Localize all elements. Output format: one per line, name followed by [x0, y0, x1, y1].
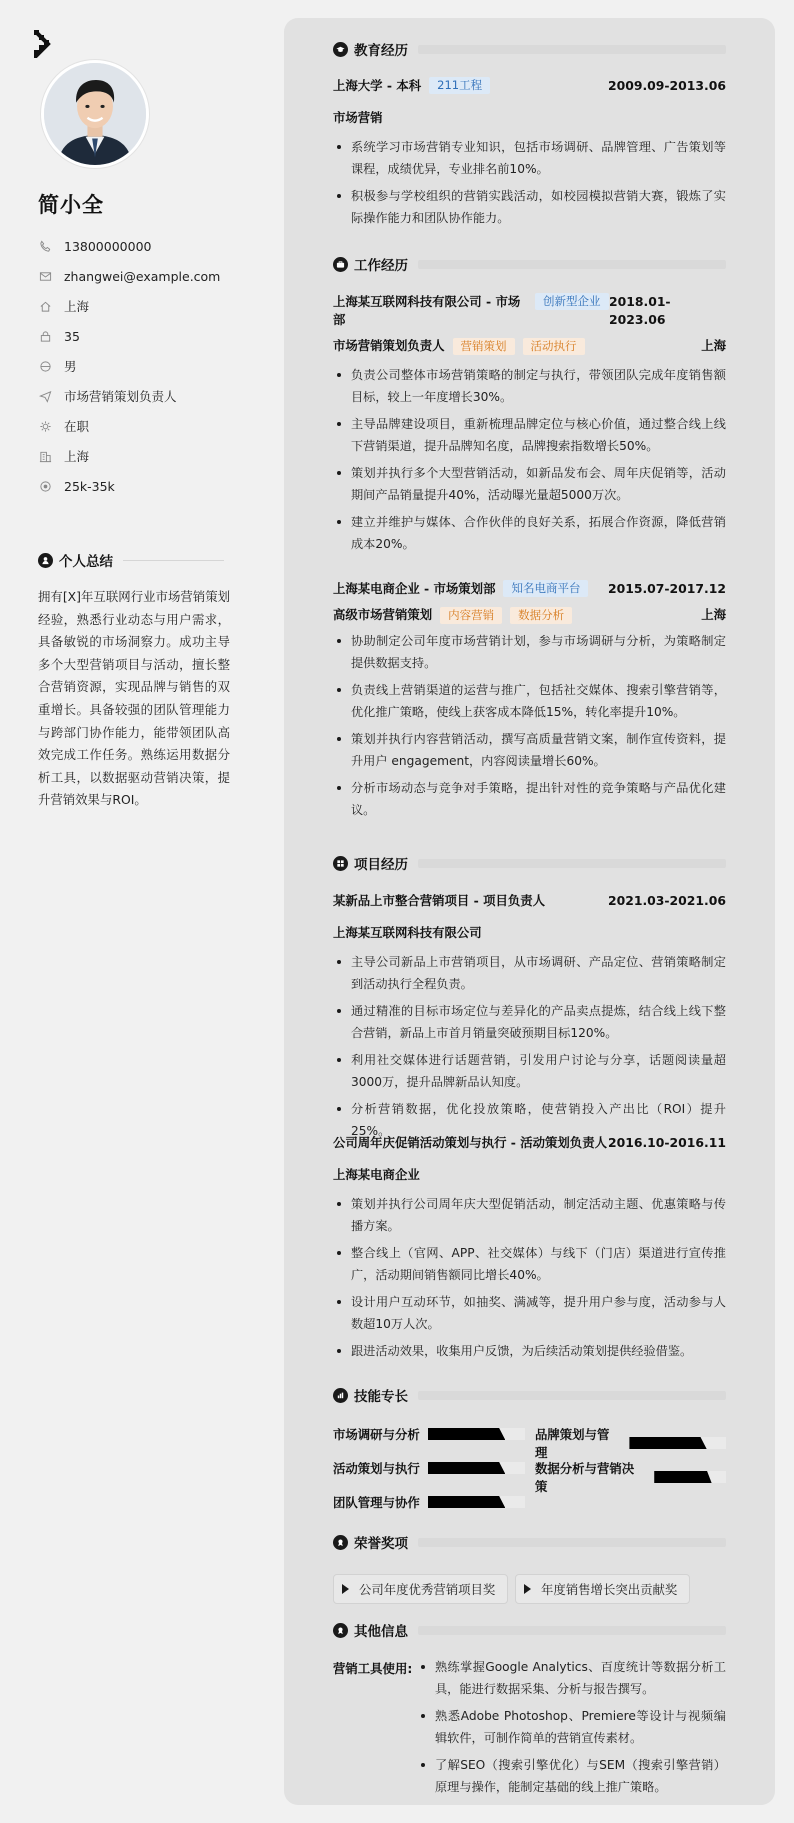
info-position	[38, 381, 248, 411]
job-city: 上海	[701, 607, 726, 622]
project-name: 某新品上市整合营销项目 - 项目负责人	[333, 893, 546, 908]
list-item: 协助制定公司年度市场营销计划，参与市场调研与分析，为策略制定提供数据支持。	[333, 630, 726, 674]
org-name: 上海某互联网科技有限公司	[333, 925, 482, 940]
info-text: zhangwei@example.com	[64, 268, 221, 284]
skill-bar	[428, 1496, 525, 1508]
list-item: 策划并执行公司周年庆大型促销活动，制定活动主题、优惠策略与传播方案。	[333, 1193, 726, 1237]
summary-title: 个人总结	[59, 554, 113, 570]
list-item: 熟悉Adobe Photoshop、Premiere等设计与视频编辑软件，可制作简单的营销宣传素材。	[417, 1705, 726, 1749]
age-icon	[38, 329, 52, 343]
skill-item	[535, 1459, 726, 1495]
job-bullets	[333, 630, 726, 821]
heading-band	[418, 1626, 726, 1635]
education-bullets	[333, 136, 726, 229]
skill-item	[535, 1425, 726, 1461]
info-phone	[38, 231, 248, 261]
role-row	[333, 606, 726, 624]
company-name: 上海某互联网科技有限公司 - 市场部	[333, 294, 521, 327]
job-date: 2015.07-2017.12	[607, 581, 726, 596]
contact-info-list	[38, 231, 248, 501]
major-name: 市场营销	[333, 110, 383, 125]
list-item: 设计用户互动环节，如抽奖、满减等，提升用户参与度，活动参与人数超10万人次。	[333, 1291, 726, 1335]
education-title-row	[333, 77, 726, 95]
skill-name: 数据分析与营销决策	[535, 1461, 635, 1494]
education-heading	[333, 37, 726, 61]
info-city	[38, 441, 248, 471]
skill-bar-fill	[428, 1428, 506, 1440]
skill-bar-fill	[629, 1437, 706, 1449]
list-item: 积极参与学校组织的营销实践活动，如校园模拟营销大赛，锻炼了实际操作能力和团队协作能力。	[333, 185, 726, 229]
briefcase-icon	[333, 257, 348, 272]
company-tag: 知名电商平台	[503, 580, 588, 597]
send-icon	[38, 389, 52, 403]
other-label: 营销工具使用:	[333, 1661, 413, 1676]
play-icon	[342, 1584, 349, 1594]
summary-heading	[38, 549, 224, 571]
info-email	[38, 261, 248, 291]
award-icon	[333, 1535, 348, 1550]
bar-chart-icon	[333, 1388, 348, 1403]
section-title: 教育经历	[354, 43, 408, 59]
avatar	[41, 60, 149, 168]
project-title-row	[333, 892, 726, 910]
divider	[123, 560, 224, 561]
honor-label: 年度销售增长突出贡献奖	[541, 1582, 678, 1597]
info-status	[38, 411, 248, 441]
list-item: 通过精准的目标市场定位与差异化的产品卖点提炼，结合线上线下整合营销，新品上市首月销量突破预期目标120%。	[333, 1000, 726, 1044]
list-item: 主导公司新品上市营销项目，从市场调研、产品定位、营销策略制定到活动执行全程负责。	[333, 951, 726, 995]
skill-name: 活动策划与执行	[333, 1461, 420, 1476]
info-text: 市场营销策划负责人	[64, 389, 177, 404]
job-bullets	[333, 364, 726, 555]
honor-label: 公司年度优秀营销项目奖	[359, 1582, 496, 1597]
education-entry	[333, 77, 726, 229]
skill-item	[333, 1459, 525, 1477]
section-title: 其他信息	[354, 1624, 408, 1640]
info-text: 35	[64, 328, 80, 344]
skill-item	[333, 1425, 525, 1443]
heading-band	[418, 260, 726, 269]
info-age	[38, 321, 248, 351]
role-name: 市场营销策划负责人	[333, 338, 445, 353]
building-icon	[38, 449, 52, 463]
section-title: 项目经历	[354, 857, 408, 873]
skill-bar	[629, 1437, 726, 1449]
work-heading	[333, 252, 726, 276]
sidebar	[0, 0, 284, 1823]
info-text: 25k-35k	[64, 478, 115, 494]
list-item: 负责线上营销渠道的运营与推广，包括社交媒体、搜索引擎营销等，优化推广策略，使线上获客成本降低15%，转化率提升10%。	[333, 679, 726, 723]
candidate-name: 简小全	[38, 193, 104, 217]
list-item: 整合线上（官网、APP、社交媒体）与线下（门店）渠道进行宣传推广，活动期间销售额同比增长40%。	[333, 1242, 726, 1286]
list-item: 建立并维护与媒体、合作伙伴的良好关系，拓展合作资源，降低营销成本20%。	[333, 511, 726, 555]
other-heading	[333, 1618, 726, 1642]
award-icon	[333, 1623, 348, 1638]
list-item: 利用社交媒体进行话题营销，引发用户讨论与分享，话题阅读量超3000万，提升品牌新品认知度。	[333, 1049, 726, 1093]
other-bullets	[417, 1656, 726, 1798]
list-item: 策划并执行多个大型营销活动，如新品发布会、周年庆促销等，活动期间产品销量提升40%，活动曝光量超5000万次。	[333, 462, 726, 506]
heading-band	[418, 45, 726, 54]
skill-tag: 数据分析	[510, 607, 572, 624]
heading-band	[418, 1538, 726, 1547]
status-icon	[38, 419, 52, 433]
heading-band	[418, 1391, 726, 1400]
skills-heading	[333, 1383, 726, 1407]
salary-icon	[38, 479, 52, 493]
list-item: 了解SEO（搜索引擎优化）与SEM（搜索引擎营销）原理与操作，能制定基础的线上推广策略。	[417, 1754, 726, 1798]
project-org	[333, 1166, 726, 1184]
list-item: 策划并执行内容营销活动，撰写高质量营销文案，制作宣传资料，提升用户 engagement，内容阅读量增长60%。	[333, 728, 726, 772]
skill-name: 市场调研与分析	[333, 1427, 420, 1442]
info-text: 上海	[64, 299, 90, 314]
home-icon	[38, 299, 52, 313]
honors-heading	[333, 1530, 726, 1554]
phone-icon	[38, 239, 52, 253]
section-title: 技能专长	[354, 1389, 408, 1405]
list-item: 系统学习市场营销专业知识，包括市场调研、品牌管理、广告策划等课程，成绩优异，专业排名前10%。	[333, 136, 726, 180]
role-row	[333, 337, 726, 355]
info-gender	[38, 351, 248, 381]
chevron-logo-icon	[34, 30, 52, 58]
graduation-cap-icon	[333, 42, 348, 57]
project-date: 2016.10-2016.11	[607, 1135, 726, 1150]
skill-tag: 营销策划	[453, 338, 515, 355]
summary-text: 拥有[X]年互联网行业市场营销策划经验，熟悉行业动态与用户需求，具备敏锐的市场洞察力。成功主导多个大型营销项目与活动，擅长整合营销资源，实现品牌与销售的双重增长。具备较强的团队管理能力与跨部门协作能力，能带领团队高效完成工作任务。熟练运用数据分析工具，以数据驱动营销决策，提升营销效果与ROI。	[38, 589, 230, 808]
company-tag: 创新型企业	[535, 293, 609, 310]
school-tag: 211工程	[429, 77, 490, 94]
role-name: 高级市场营销策划	[333, 607, 433, 622]
skill-item	[333, 1493, 525, 1511]
list-item: 分析营销数据，优化投放策略，使营销投入产出比（ROI）提升25%。	[333, 1098, 726, 1142]
skill-bar-fill	[654, 1471, 711, 1483]
org-name: 上海某电商企业	[333, 1167, 420, 1182]
job-city: 上海	[701, 338, 726, 353]
gender-icon	[38, 359, 52, 373]
list-item: 负责公司整体市场营销策略的制定与执行，带领团队完成年度销售额目标，较上一年度增长30%。	[333, 364, 726, 408]
project-entry	[333, 1134, 726, 1362]
info-text: 上海	[64, 449, 90, 464]
user-icon	[38, 553, 53, 568]
honor-item	[515, 1574, 690, 1604]
play-icon	[524, 1584, 531, 1594]
info-location	[38, 291, 248, 321]
info-text: 男	[64, 359, 77, 374]
job-entry	[333, 293, 726, 555]
info-salary	[38, 471, 248, 501]
skill-bar-fill	[428, 1462, 506, 1474]
skill-bar-fill	[428, 1496, 506, 1508]
education-date: 2009.09-2013.06	[607, 78, 726, 93]
project-title-row	[333, 1134, 726, 1152]
job-title-row	[333, 580, 726, 598]
job-entry	[333, 580, 726, 821]
list-item: 分析市场动态与竞争对手策略，提出针对性的竞争策略与产品优化建议。	[333, 777, 726, 821]
section-title: 工作经历	[354, 258, 408, 274]
skill-bar	[654, 1471, 726, 1483]
honor-item	[333, 1574, 508, 1604]
project-name: 公司周年庆促销活动策划与执行 - 活动策划负责人	[333, 1135, 607, 1150]
grid-icon	[333, 856, 348, 871]
project-org	[333, 924, 726, 942]
project-bullets	[333, 951, 726, 1142]
skill-name: 团队管理与协作	[333, 1495, 420, 1510]
job-date: 2018.01-2023.06	[609, 294, 671, 327]
skill-tag: 活动执行	[523, 338, 585, 355]
projects-heading	[333, 851, 726, 875]
info-text: 13800000000	[64, 238, 152, 254]
info-text: 在职	[64, 419, 90, 434]
job-title-row	[333, 293, 726, 329]
company-name: 上海某电商企业 - 市场策划部	[333, 581, 496, 596]
list-item: 主导品牌建设项目，重新梳理品牌定位与核心价值，通过整合线上线下营销渠道，提升品牌知名度，品牌搜索指数增长50%。	[333, 413, 726, 457]
project-date: 2021.03-2021.06	[607, 893, 726, 908]
school-name: 上海大学 - 本科	[333, 78, 422, 93]
heading-band	[418, 859, 726, 868]
skill-tag: 内容营销	[440, 607, 502, 624]
skill-bar	[428, 1462, 525, 1474]
skill-name: 品牌策划与管理	[535, 1427, 610, 1460]
skill-bar	[428, 1428, 525, 1440]
project-bullets	[333, 1193, 726, 1362]
list-item: 熟练掌握Google Analytics、百度统计等数据分析工具，能进行数据采集、分析与报告撰写。	[417, 1656, 726, 1700]
project-entry	[333, 892, 726, 1142]
mail-icon	[38, 269, 52, 283]
major	[333, 109, 726, 127]
section-title: 荣誉奖项	[354, 1536, 408, 1552]
list-item: 跟进活动效果，收集用户反馈，为后续活动策划提供经验借鉴。	[333, 1340, 726, 1362]
